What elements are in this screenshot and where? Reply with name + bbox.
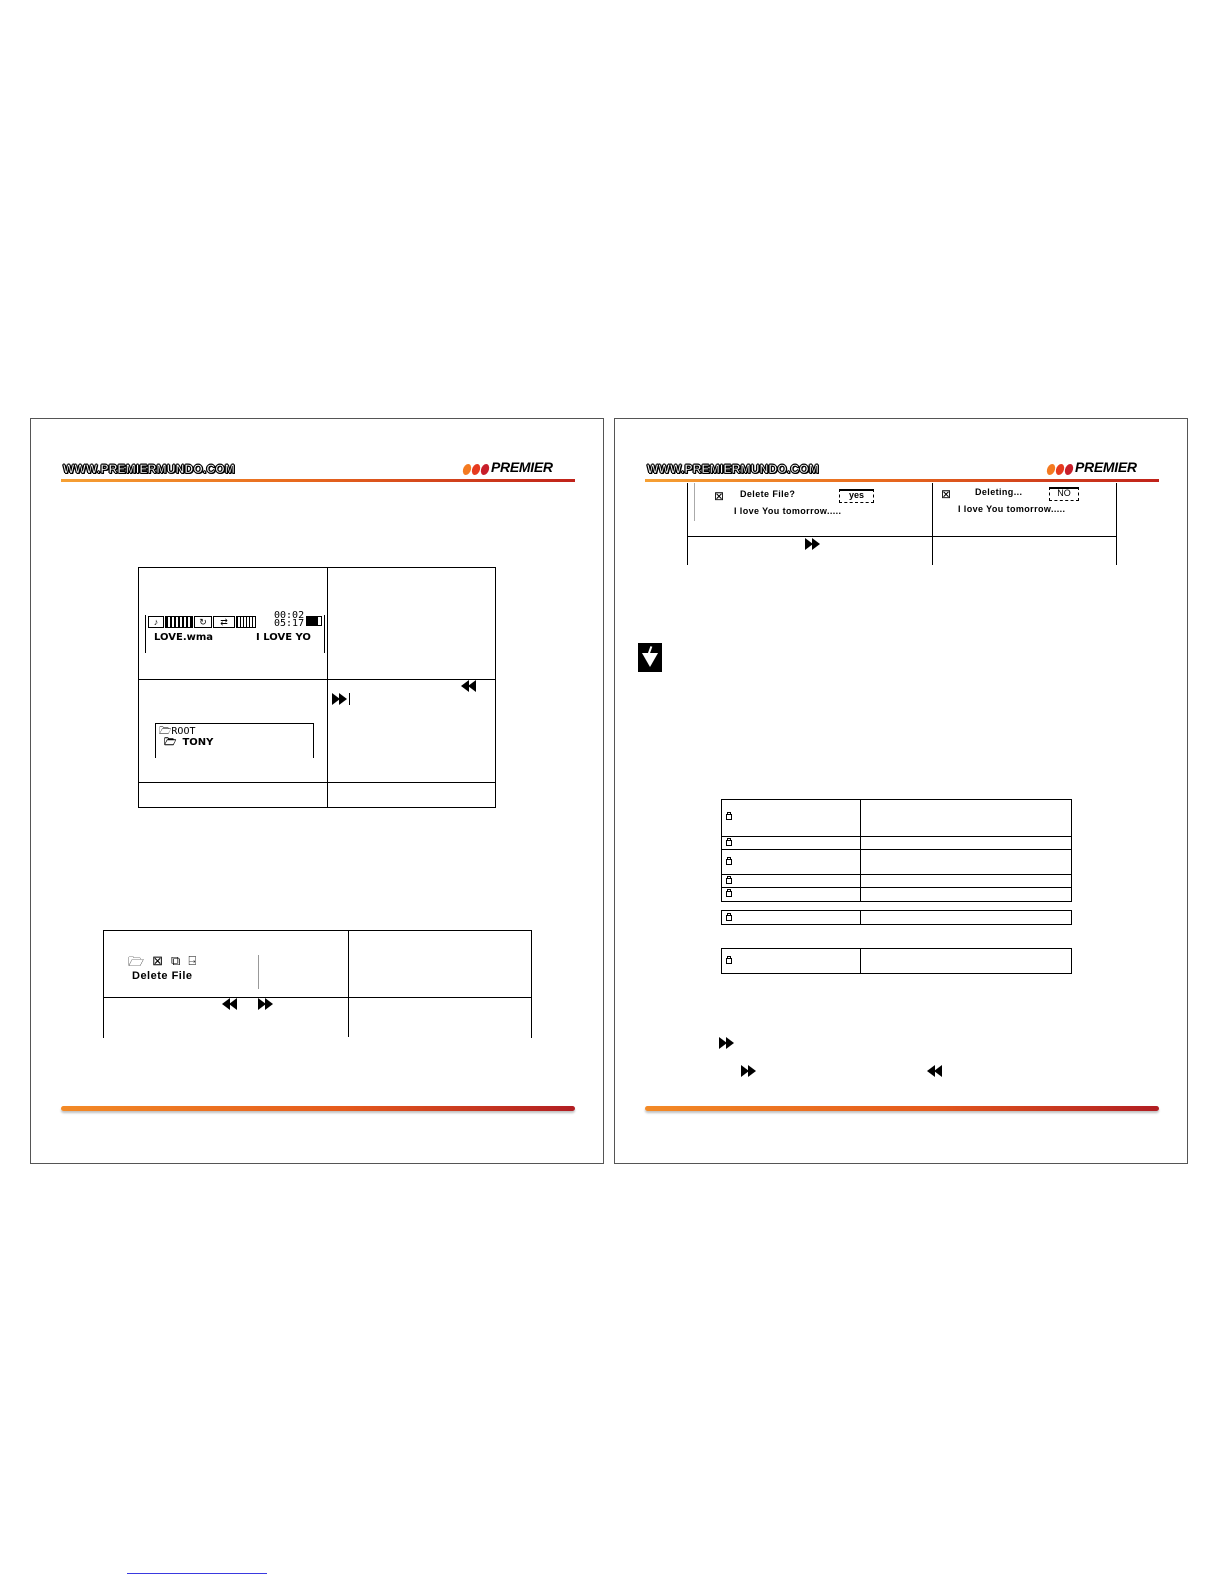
lcd-now-playing <box>145 610 325 653</box>
exit-icon: ⍈ <box>188 953 197 968</box>
footer-divider <box>645 1106 1159 1111</box>
bitrate-icon <box>236 616 256 628</box>
confirm-file-name: I love You tomorrow..... <box>734 506 842 516</box>
header-url[interactable]: WWW.PREMIERMUNDO.COM <box>63 462 235 476</box>
warning-icon <box>638 643 662 672</box>
icon-legend-row <box>721 948 1072 974</box>
battery-icon <box>306 616 322 626</box>
rewind-icon <box>927 1065 943 1077</box>
premier-logo <box>1047 459 1159 475</box>
left-page <box>30 418 604 1164</box>
lcd-delete-label: Delete File <box>132 970 193 982</box>
folder-menu-icon: 🗁 <box>128 954 145 969</box>
fast-forward-icon <box>719 1037 735 1049</box>
delete-file-icon: ⊠ <box>714 489 725 503</box>
table-display-modes <box>138 567 496 808</box>
lcd-delete-menu <box>128 953 258 993</box>
header-url[interactable]: WWW.PREMIERMUNDO.COM <box>647 462 819 476</box>
delete-file-icon: ⊠ <box>152 953 164 968</box>
folder-root-label: ROOT <box>171 726 196 737</box>
mode-icon: ⇄ <box>213 616 235 628</box>
footer-divider <box>61 1106 575 1111</box>
confirm-yes-button[interactable]: yes <box>839 489 874 503</box>
fast-forward-icon <box>805 538 821 550</box>
confirm-prompt: Delete File? <box>740 489 796 499</box>
folder-open-icon: 🗁 <box>159 726 172 737</box>
lcd-delete-confirm <box>714 487 914 527</box>
logo-text: PREMIER <box>1075 459 1137 475</box>
deleting-no-button[interactable]: NO <box>1049 487 1079 501</box>
fast-forward-icon <box>258 998 274 1010</box>
logo-dots-icon <box>463 462 490 480</box>
lock-icon <box>726 956 732 966</box>
lock-icon <box>726 889 732 899</box>
lcd-time-total: 05:17 <box>274 618 305 629</box>
lock-icon <box>726 876 732 886</box>
lcd-folder-browser <box>155 723 314 758</box>
header-divider <box>61 479 575 482</box>
lock-icon <box>726 838 732 848</box>
right-page <box>614 418 1188 1164</box>
premier-logo <box>463 459 575 475</box>
logo-text: PREMIER <box>491 459 553 475</box>
logo-dots-icon <box>1047 462 1074 480</box>
icon-legend-table <box>721 799 1072 902</box>
table-delete-menu <box>103 930 532 1038</box>
lock-icon <box>726 913 732 923</box>
deleting-prompt: Deleting... <box>975 487 1023 497</box>
lcd-status-icons <box>148 616 256 628</box>
bottom-link-underline[interactable] <box>127 1573 267 1574</box>
delete-all-icon: ⧉ <box>171 953 181 968</box>
fast-forward-icon <box>741 1065 757 1077</box>
folder-sub-label: TONY <box>182 737 214 748</box>
rewind-icon <box>222 998 238 1010</box>
repeat-icon: ↻ <box>194 616 212 628</box>
eq-icon <box>165 616 193 628</box>
music-note-icon: ♪ <box>148 616 164 628</box>
lcd-file-name: LOVE.wma <box>154 632 214 643</box>
rewind-icon <box>461 680 477 692</box>
folder-icon: 🗁 <box>164 737 177 748</box>
icon-legend-row <box>721 910 1072 925</box>
lcd-time-top: 00:02 <box>274 610 305 621</box>
next-track-icon <box>332 693 348 705</box>
lock-icon <box>726 857 732 867</box>
lcd-scroll-title: I LOVE YO <box>256 632 311 643</box>
header-divider <box>645 479 1159 482</box>
deleting-file-name: I love You tomorrow..... <box>958 504 1066 514</box>
delete-file-icon: ⊠ <box>941 487 952 501</box>
table-delete-confirm <box>687 483 1117 565</box>
lock-icon <box>726 812 732 822</box>
lcd-deleting <box>941 485 1111 525</box>
